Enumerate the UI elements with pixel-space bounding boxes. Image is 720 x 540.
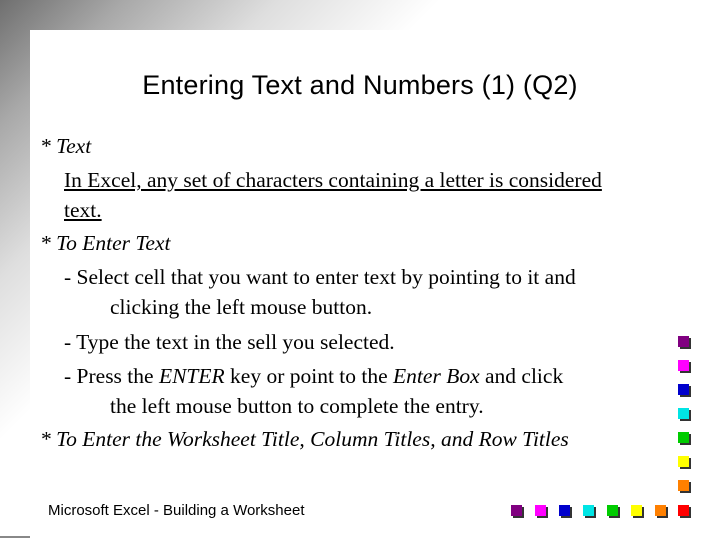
decor-square	[678, 432, 689, 443]
decor-square	[583, 505, 594, 516]
slide-title: Entering Text and Numbers (1) (Q2)	[142, 70, 578, 100]
decor-square	[678, 384, 689, 395]
decor-square	[678, 408, 689, 419]
step-press-enter	[64, 363, 563, 389]
decor-square	[607, 505, 618, 516]
step-press-enter-a: - Press the	[64, 364, 159, 388]
decor-square	[631, 505, 642, 516]
bullet-text-heading: * Text	[40, 134, 92, 158]
bullet-to-enter-text: * To Enter Text	[40, 231, 171, 255]
slide-footer: Microsoft Excel - Building a Worksheet	[48, 502, 305, 519]
decor-square	[511, 505, 522, 516]
decor-square	[678, 480, 689, 491]
enter-box-label: Enter Box	[393, 364, 480, 388]
decor-square	[559, 505, 570, 516]
bottom-left-rule	[0, 536, 30, 538]
decor-square	[678, 360, 689, 371]
decor-square	[655, 505, 666, 516]
step-type-text: - Type the text in the sell you selected.	[64, 330, 395, 354]
step-press-enter-e: and click	[479, 364, 564, 388]
step-press-enter-cont: the left mouse button to complete the entry.	[110, 394, 484, 418]
step-select-cell-cont: clicking the left mouse button.	[110, 295, 373, 319]
enter-key-label: ENTER	[158, 364, 225, 388]
step-select-cell: - Select cell that you want to enter text by pointing to it and	[64, 265, 576, 289]
bullet-worksheet-titles: * To Enter the Worksheet Title, Column Titles, and Row Titles	[40, 427, 569, 451]
decor-square	[535, 505, 546, 516]
text-definition-line1: In Excel, any set of characters containing a letter is considered	[64, 168, 602, 192]
decor-square	[678, 456, 689, 467]
text-definition-line2: text.	[64, 198, 102, 222]
decor-square	[678, 336, 689, 347]
step-press-enter-c: key or point to the	[224, 364, 394, 388]
decor-square	[678, 505, 689, 516]
